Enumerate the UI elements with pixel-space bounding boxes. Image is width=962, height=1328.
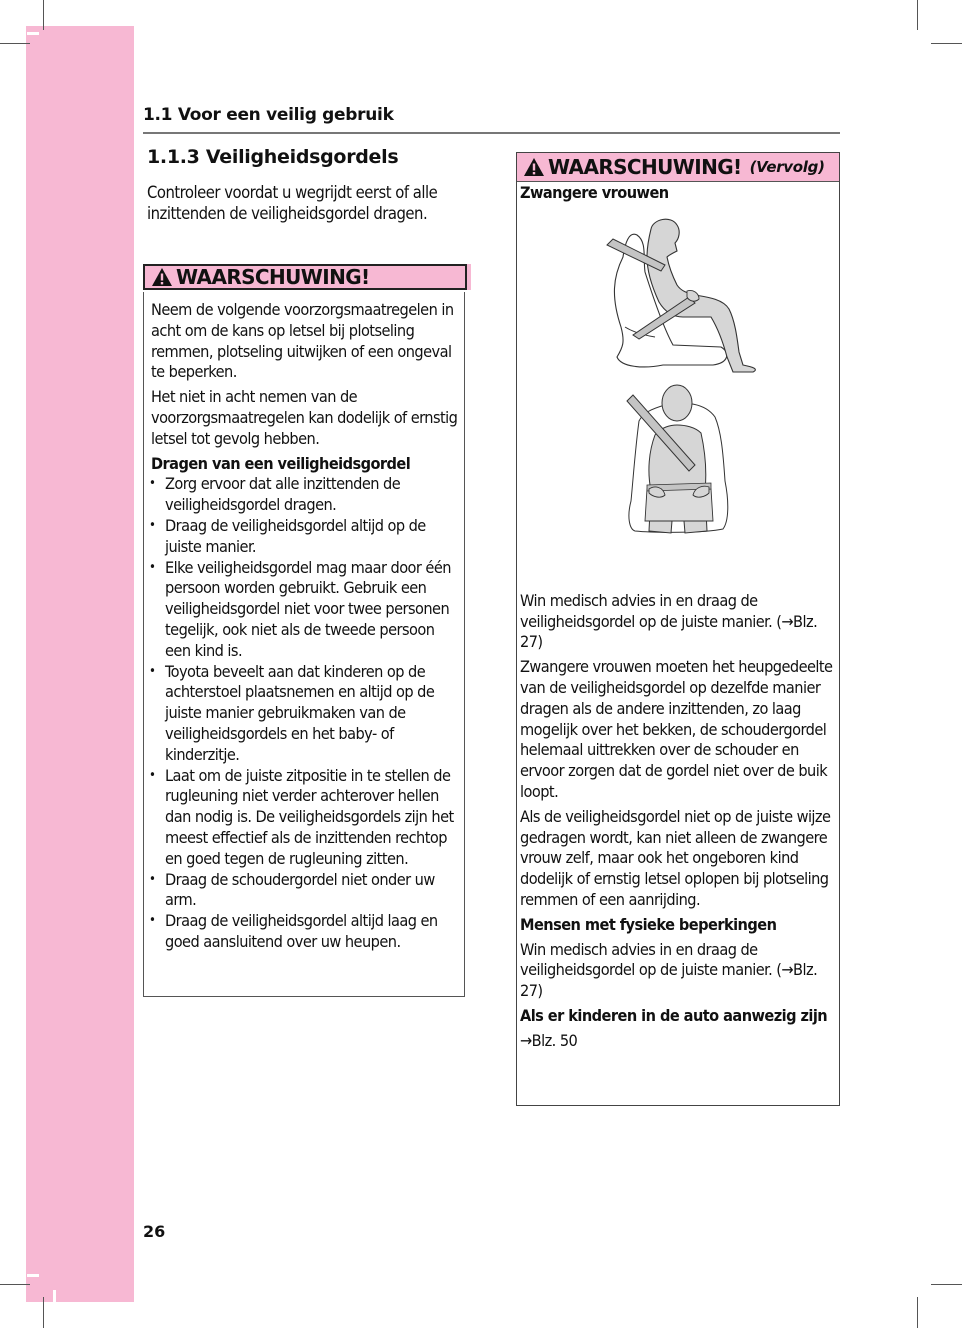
warning-para: Als de veiligheidsgordel niet op de juiste wijze gedragen wordt, kan niet alleen de zwangere vrouw zelf, maar ook het ongeboren kind dodelijk of ernstig letsel oplopen bij plotseling remmen of een aanrijding. [520, 806, 831, 909]
bullet-item: • Elke veiligheidsgordel mag maar door één persoon worden gebruikt. Gebruik een veiligheidsgordel niet voor twee personen tegelijk, ook niet als de tweede persoon een kind is. [147, 558, 458, 662]
running-header-title: 1.1 Voor een veilig gebruik [143, 105, 394, 125]
continued-label: (Vervolg) [749, 158, 825, 176]
crop-mark [53, 1290, 56, 1302]
warning-triangle-icon [151, 267, 173, 287]
warning-title: WAARSCHUWING! [176, 265, 370, 289]
section-title: 1.1.3 Veiligheidsgordels [147, 146, 399, 168]
warning-header [143, 264, 467, 290]
warning-box-left [143, 264, 465, 999]
warning-para: Neem de volgende voorzorgsmaatregelen in acht om de kans op letsel bij plotseling remmen, plotseling uitwijken of een ongeval te beperken. [151, 300, 454, 382]
warning-body [143, 292, 465, 997]
running-header [143, 105, 840, 134]
bullet-item: • Laat om de juiste zitpositie in te stellen de rugleuning niet verder achterover hellen dan nodig is. De veiligheidsgordels zijn het meest effectief als de inzittenden rechtop en goed tegen de rugleuning zitten. [147, 766, 458, 870]
warning-header [517, 153, 839, 182]
crop-mark [43, 1297, 44, 1328]
crop-mark [917, 0, 918, 30]
crop-mark [931, 1284, 962, 1285]
crop-mark [43, 0, 44, 30]
crop-mark [0, 43, 30, 44]
warning-body [517, 183, 839, 1052]
warning-box-right [516, 152, 840, 1106]
warning-subheading: Dragen van een veiligheidsgordel [151, 453, 411, 473]
warning-para: Win medisch advies in en draag de veiligheidsgordel op de juiste manier. (→Blz. 27) [520, 939, 818, 1001]
subheading-pregnant-women: Zwangere vrouwen [520, 183, 669, 202]
warning-title: WAARSCHUWING! [548, 155, 742, 179]
crop-mark [27, 1274, 39, 1277]
subheading-children-in-car: Als er kinderen in de auto aanwezig zijn [520, 1005, 828, 1025]
bullet-item: • Draag de veiligheidsgordel altijd op de juiste manier. [147, 516, 458, 558]
pregnant-woman-front-illustration [625, 381, 735, 539]
bullet-item: • Zorg ervoor dat alle inzittenden de veiligheidsgordel dragen. [147, 474, 458, 516]
bullet-list [147, 474, 458, 952]
subheading-physical-limitations: Mensen met fysieke beperkingen [520, 914, 777, 934]
warning-para: Zwangere vrouwen moeten het heupgedeelte van de veiligheidsgordel op dezelfde manier dragen als de andere inzittenden, zo laag mogelijk over het bekken, de schoudergordel helemaal uittrekken over de schouder en ervoor zorgen dat de gordel niet over de buik loopt. [520, 657, 833, 801]
bullet-item: • Draag de schoudergordel niet onder uw arm. [147, 870, 458, 912]
bullet-item: • Draag de veiligheidsgordel altijd laag en goed aansluitend over uw heupen. [147, 911, 458, 953]
page-number: 26 [143, 1222, 166, 1241]
bullet-item: • Toyota beveelt aan dat kinderen op de achterstoel plaatsnemen en altijd op de juiste manier gebruikmaken van de veiligheidsgordels en het baby- of kinderzitje. [147, 662, 458, 766]
section-intro: Controleer voordat u wegrijdt eerst of alle inzittenden de veiligheidsgordel dragen. [147, 183, 438, 223]
warning-triangle-icon [523, 157, 545, 177]
warning-para: Het niet in acht nemen van de voorzorgsmaatregelen kan dodelijk of ernstig letsel tot gevolg hebben. [151, 387, 458, 448]
warning-para: Win medisch advies in en draag de veiligheidsgordel op de juiste manier. (→Blz. 27) [520, 590, 818, 652]
crop-mark [27, 32, 39, 35]
pregnant-woman-side-illustration [603, 217, 773, 377]
chapter-color-band [26, 26, 134, 1302]
crop-mark [917, 1297, 918, 1328]
page-reference-link[interactable]: →Blz. 50 [520, 1030, 578, 1050]
crop-mark [931, 43, 962, 44]
crop-mark [0, 1284, 30, 1285]
